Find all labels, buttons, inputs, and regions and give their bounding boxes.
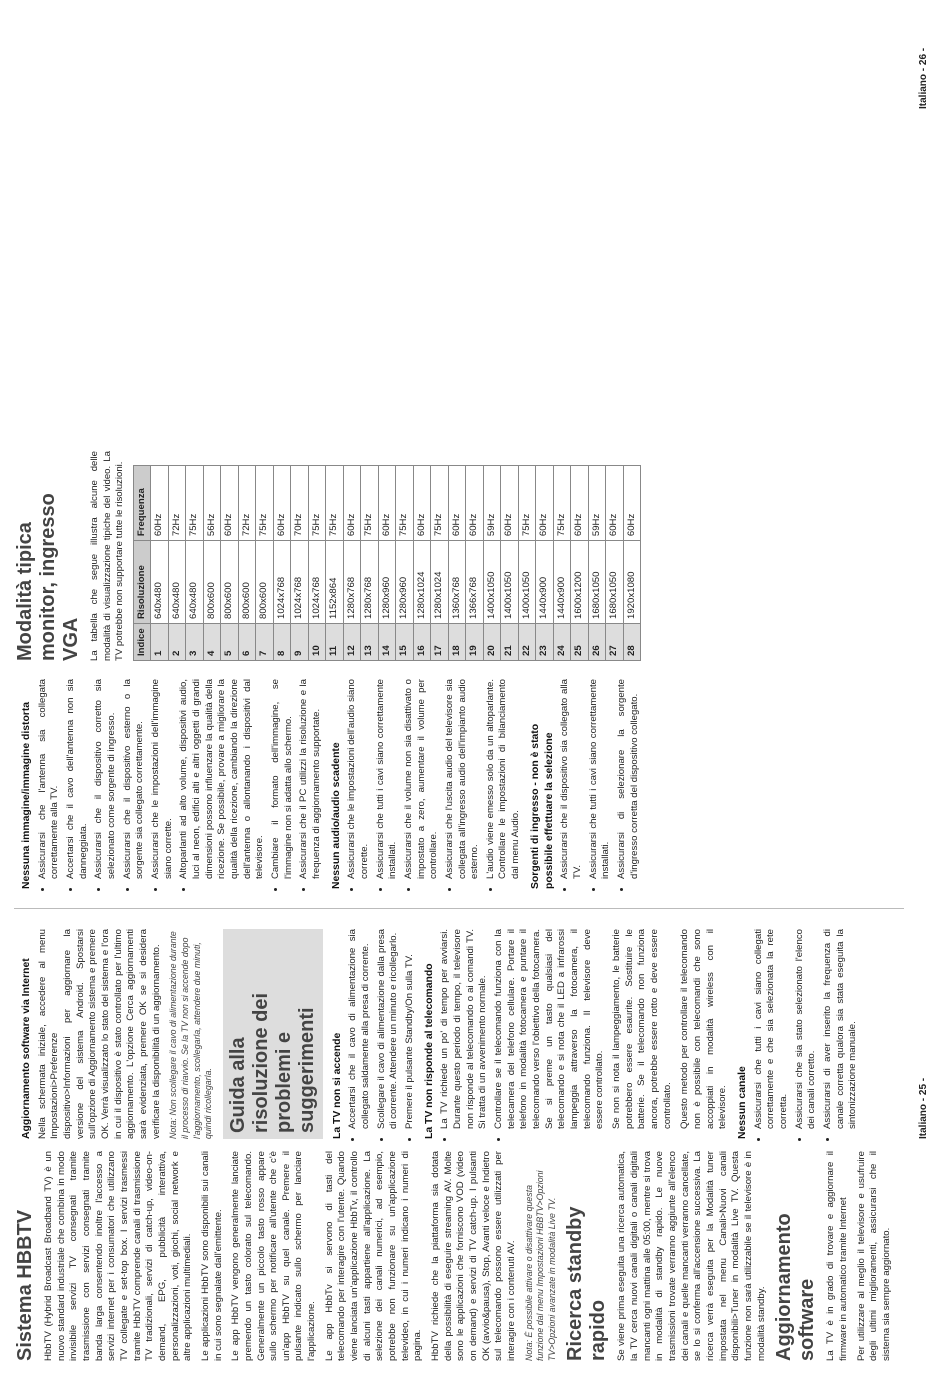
cell-frequency: 60Hz [378,466,396,541]
cell-resolution: 640x480 [186,541,204,624]
cell-resolution: 640x480 [151,541,169,624]
cell-frequency: 72Hz [238,466,256,541]
cell-frequency: 56Hz [203,466,221,541]
header-index: Indice [133,624,151,661]
no-audio-list [346,679,523,889]
hbbtv-note: Nota: È possibile attivare o disattivare questa funzione dal menu Impostazioni HBBTV>Opzioni TV>Opzioni avanzate in modalità Live TV. [523,1170,557,1361]
cell-frequency: 60Hz [343,466,361,541]
cell-resolution: 1280x1024 [431,541,449,624]
cell-resolution: 1680x1050 [588,541,606,624]
list-item: • Assicurarsi che il dispositivo esterno o la sorgente sia collegato correttamente. [122,679,147,879]
hbbtv-para-3: Le app HbbTV vengono generalmente lanciate premendo un tasto colorato sul telecomando. Generalmente un piccolo tasto rosso appare sullo schermo per notificare all'utente che c'è un'app HbbTV su quel canale. Premere il pulsante indicato sullo schermo per lanciare l'applicazione. [230,1151,318,1361]
no-audio-heading: Nessun audio/audio scadente [330,742,342,889]
cell-index: 3 [186,624,204,661]
internet-update-para: Nella schermata iniziale, accedere al menu Impostazioni>Preferenze dispositivo>Informazioni per aggiornare la versione del sistema Android. Spostarsi sull'opzione di Aggiornamento sistema e premere OK. Verrà visualizzato lo stato del sistema e l'ora in cui il dispositivo è stato controllato per l'ultimo aggiornamento. L'opzione Cerca aggiornamenti sarà evidenziata, premere OK se si desidera verificare la disponibilità di un aggiornamento. [36,929,162,1139]
table-row [308,466,326,661]
cell-resolution: 1400x1050 [483,541,501,624]
cell-resolution: 1152x864 [326,541,344,624]
troubleshooting-heading: Guida alla risoluzione dei problemi e suggerimenti [223,929,323,1139]
cell-frequency: 60Hz [273,466,291,541]
table-row [518,466,536,661]
cell-frequency: 60Hz [448,466,466,541]
no-remote-list [439,929,607,1139]
list-item: • Assicurarsi che il dispositivo sia collegato alla TV. [559,679,584,879]
internet-update-note: Nota: Non scollegare il cavo di alimentazione durante il processo di riavvio. Se la TV non si accende dopo l'aggiornamento, scollegarla, attendere due minuti, quindi ricollegarla. [168,931,214,1139]
table-row [396,466,414,661]
table-row [606,466,624,661]
cell-index: 7 [256,624,274,661]
cell-index: 2 [168,624,186,661]
cell-resolution: 1360x768 [448,541,466,624]
column-vga [14,451,641,661]
list-item: • Premere il pulsante Standby/On sulla TV. [404,929,417,1129]
header-frequency: Frequenza [133,466,151,541]
cell-resolution: 1680x1050 [606,541,624,624]
cell-resolution: 1366x768 [466,541,484,624]
page-number-left: Italiano - 25 - [918,1077,929,1139]
cell-frequency: 75Hz [256,466,274,541]
cell-frequency: 75Hz [308,466,326,541]
vga-modes-table [133,465,642,661]
cell-index: 24 [553,624,571,661]
cell-index: 19 [466,624,484,661]
cell-frequency: 60Hz [571,466,589,541]
internet-update-heading: Aggiornamento software via Internet [21,958,32,1139]
cell-index: 18 [448,624,466,661]
cell-frequency: 59Hz [483,466,501,541]
list-item: • Assicurarsi che il PC utilizzi la risoluzione e la frequenza di aggiornamento supportate. [298,679,323,879]
cell-resolution: 1280x1024 [413,541,431,624]
software-para-2: Per utilizzare al meglio il televisore e usufruire degli ultimi miglioramenti, assicurarsi che il sistema sia sempre aggiornato. [855,1151,892,1361]
cell-frequency: 60Hz [466,466,484,541]
cell-frequency: 60Hz [606,466,624,541]
list-item: • Assicurarsi che tutti i cavi siano collegati correttamente e che sia selezionata la rete corretta. [753,929,791,1129]
cell-index: 23 [536,624,554,661]
cell-resolution: 800x600 [203,541,221,624]
list-item: • Assicurarsi che il volume non sia disattivato o impostato a zero, aumentare il volume per controllare. [403,679,441,879]
list-item: • Accertarsi che il cavo dell'antenna non sia danneggiata. [65,679,90,879]
cell-resolution: 1024x768 [291,541,309,624]
table-row [361,466,379,661]
cell-index: 11 [326,624,344,661]
table-row [326,466,344,661]
table-row [256,466,274,661]
no-power-list [347,929,416,1139]
cell-index: 14 [378,624,396,661]
page-number-right: Italiano - 26 - [918,47,929,109]
cell-frequency: 75Hz [518,466,536,541]
cell-resolution: 800x600 [256,541,274,624]
cell-frequency: 75Hz [431,466,449,541]
list-item: • Assicurarsi che le impostazioni dell'immagine siano corrette. [150,679,175,879]
list-item: • Assicurarsi che l'uscita audio del televisore sia collegata all'ingresso audio dell'impianto audio esterno. [444,679,482,879]
cell-index: 20 [483,624,501,661]
cell-resolution: 1400x1050 [518,541,536,624]
no-remote-heading: La TV non risponde al telecomando [423,963,435,1139]
no-source-heading: Sorgenti di ingresso - non è stato possibile effettuare la selezione [529,723,555,889]
cell-index: 16 [413,624,431,661]
hbbtv-heading: Sistema HBBTV [14,1209,36,1361]
vga-heading: Modalità tipica monitor, ingresso VGA [14,493,82,661]
cell-index: 22 [518,624,536,661]
cell-resolution: 640x480 [168,541,186,624]
table-row [448,466,466,661]
list-item: • Assicurarsi che tutti i cavi siano correttamente installati. [588,679,613,879]
standby-para: Se viene prima eseguita una ricerca automatica, la TV cerca nuovi canali digitali o canali digitali mancanti ogni mattina alle 05:00, mentre si trova in modalità di standby rapido. Le nuove trasmissioni trovate verranno aggiunte all'elenco dei canali e quelle mancanti verranno cancellate, se lo si conferma all'accensione successiva. La ricerca verrà eseguita per la Modalità tuner impostata nel menu Canali>Nuovi canali disponibili>Tuner in modalità Live TV. Questa funzione non sarà utilizzabile se il televisore è in modalità standby. [616,1151,767,1361]
table-row [483,466,501,661]
list-item: • Scollegare il cavo di alimentazione dalla presa di corrente. Attendere un minuto e ricollegarlo. [376,929,401,1129]
no-image-heading: Nessuna immagine/immagine distorta [21,701,32,889]
cell-frequency: 70Hz [291,466,309,541]
list-item: • Assicurarsi che sia stato selezionato l'elenco dei canali corretto. [794,929,819,1129]
table-row [431,466,449,661]
header-resolution: Risoluzione [133,541,151,624]
standby-heading: Ricerca standby rapido [564,1206,610,1361]
list-item: • Cambiare il formato dell'immagine, se l'immagine non si adatta allo schermo. [270,679,295,879]
table-row [343,466,361,661]
cell-index: 9 [291,624,309,661]
software-para-1: La TV è in grado di trovare e aggiornare il firmware in automatico tramite Internet [825,1151,849,1361]
table-row [623,466,641,661]
cell-index: 13 [361,624,379,661]
hbbtv-para-2: Le applicazioni HbbTV sono disponibili sui canali in cui sono segnalate dall'emittente. [199,1151,224,1361]
column-image-audio [14,679,645,889]
cell-index: 8 [273,624,291,661]
no-remote-para-1: Se non si nota il lampeggiamento, le batterie potrebbero essere esaurite. Sostituire le batterie. Se il telecomando non funziona ancora, potrebbe essere rotto e deve essere controllato. [611,929,673,1129]
cell-resolution: 1400x1050 [501,541,519,624]
cell-resolution: 1600x1200 [571,541,589,624]
table-row [536,466,554,661]
table-row [221,466,239,661]
cell-resolution: 1024x768 [273,541,291,624]
cell-index: 21 [501,624,519,661]
column-troubleshooting [14,929,864,1139]
no-image-list [37,679,324,889]
table-row [571,466,589,661]
table-row [186,466,204,661]
cell-frequency: 60Hz [151,466,169,541]
column-hbbtv [14,1151,899,1361]
cell-resolution: 1280x768 [361,541,379,624]
cell-frequency: 75Hz [186,466,204,541]
cell-index: 17 [431,624,449,661]
table-row [203,466,221,661]
vga-intro: La tabella che segue illustra alcune delle modalità di visualizzazione tipiche del video. La TV potrebbe non supportare tutte le risoluzioni. [89,451,126,661]
list-item: • Controllare se il telecomando funziona con la telecamera del telefono cellulare. Portare il telefono in modalità fotocamera e puntare il telecomando verso l'obiettivo della fotocamera. Se si preme un tasto qualsiasi del telecomando e si nota che il LED a infrarossi lampeggia attraverso la fotocamera, il telecomando funziona. Il televisore deve essere controllato. [493,929,607,1129]
cell-index: 28 [623,624,641,661]
table-row [553,466,571,661]
hbbtv-para-4: Le app HbbTv si servono di tasti del telecomando per interagire con l'utente. Quando viene lanciata un'applicazione HbbTv, il controllo di alcuni tasti appartiene all'applicazione. La selezione dei canali numerici, ad esempio, potrebbe non funzionare su un'applicazione televideo, in cui i numeri indicano i numeri di pagina. [323,1151,424,1361]
cell-frequency: 60Hz [413,466,431,541]
table-row [588,466,606,661]
table-row [291,466,309,661]
cell-resolution: 1440x900 [553,541,571,624]
cell-index: 6 [238,624,256,661]
cell-frequency: 75Hz [326,466,344,541]
list-item: • La TV richiede un po' di tempo per avviarsi. Durante questo periodo di tempo, il televisore non risponde al telecomando o ai comandi TV. Si tratta di un avvenimento normale. [439,929,490,1129]
list-item: • Assicurarsi che tutti i cavi siano correttamente installati. [375,679,400,879]
table-row [168,466,186,661]
list-item: • Assicurarsi che il dispositivo corretto sia selezionato come sorgente di ingresso. [93,679,118,879]
no-channel-heading: Nessun canale [736,1066,748,1139]
no-power-heading: La TV non si accende [331,1032,343,1139]
cell-resolution: 1024x768 [308,541,326,624]
cell-index: 15 [396,624,414,661]
table-row [151,466,169,661]
hbbtv-para-5: HbbTV richiede che la piattaforma sia dotata della possibilità di eseguire streaming AV. Molte sono le applicazioni che forniscono VOD (video on demand) e servizi di TV catch-up. I pulsanti OK (avvio&pausa), Stop, Avanti veloce e Indietro sul telecomando possono essere utilizzati per interagire con i contenuti AV. [430,1151,517,1361]
table-row [378,466,396,661]
table-row [273,466,291,661]
table-row [466,466,484,661]
cell-index: 26 [588,624,606,661]
no-channel-list [753,929,860,1139]
cell-index: 1 [151,624,169,661]
cell-resolution: 800x600 [238,541,256,624]
cell-frequency: 59Hz [588,466,606,541]
list-item: • Assicurarsi di selezionare la sorgente d'ingresso corretta del dispositivo collegato. [616,679,641,879]
list-item: • Assicurarsi di aver inserito la frequenza di canale corretta qualora sia stata eseguita la sintonizzazione manuale. [822,929,860,1129]
hbbtv-para-1: HbbTV (Hybrid Broadcast Broadband TV) è un nuovo standard industriale che combina in modo invisibile servizi TV consegnati tramite trasmissione con servizi consegnati tramite banda larga consentendo inoltre l'accesso a servizi internet per i consumatori che utilizzano TV collegate e set-top box. I servizi trasmessi tramite HbbTV comprende canali di trasmissione TV tradizionali, servizi di catch-up, video-on-demand, EPG, pubblicità interattiva, personalizzazioni, voti, giochi, social network e altre applicazioni multimediali. [43,1151,194,1361]
list-item: • Assicurarsi che le impostazioni dell'audio siano corrette. [346,679,371,879]
table-row [413,466,431,661]
cell-frequency: 60Hz [221,466,239,541]
no-source-list [559,679,641,889]
cell-frequency: 75Hz [396,466,414,541]
table-row [501,466,519,661]
cell-resolution: 1280x960 [396,541,414,624]
cell-index: 10 [308,624,326,661]
list-item: • Accertarsi che il cavo di alimentazione sia collegato saldamente alla presa di corrente. [347,929,372,1129]
list-item: • Assicurarsi che l'antenna sia collegata correttamente alla TV. [37,679,62,879]
cell-index: 27 [606,624,624,661]
list-item: • L'audio viene emesso solo da un altoparlante. Controllare le impostazioni di bilanciamento dal menu Audio. [485,679,523,879]
cell-resolution: 1280x960 [378,541,396,624]
table-header-row [133,466,151,661]
list-item: • Altoparlanti ad alto volume, dispositivi audio, luci al neon, edifici alti e altri oggetti di grandi dimensioni possono influenzare la qualità della ricezione. Se possibile, provare a migliorare la qualità della ricezione, cambiando la direzione dell'antenna o allontanando i dispositivi dal televisore. [178,679,267,879]
cell-frequency: 75Hz [553,466,571,541]
cell-resolution: 800x600 [221,541,239,624]
table-row [238,466,256,661]
cell-resolution: 1920x1080 [623,541,641,624]
cell-index: 5 [221,624,239,661]
cell-frequency: 60Hz [623,466,641,541]
cell-frequency: 60Hz [501,466,519,541]
cell-index: 12 [343,624,361,661]
cell-frequency: 72Hz [168,466,186,541]
cell-frequency: 60Hz [536,466,554,541]
software-update-heading: Aggiornamento software [773,1213,819,1361]
cell-frequency: 75Hz [361,466,379,541]
no-remote-para-2: Questo metodo per controllare il telecomando non è possibile con telecomandi che sono accoppiati in modalità wireless con il televisore. [679,929,729,1129]
cell-resolution: 1440x900 [536,541,554,624]
cell-index: 4 [203,624,221,661]
page-divider [14,908,904,909]
cell-index: 25 [571,624,589,661]
cell-resolution: 1280x768 [343,541,361,624]
